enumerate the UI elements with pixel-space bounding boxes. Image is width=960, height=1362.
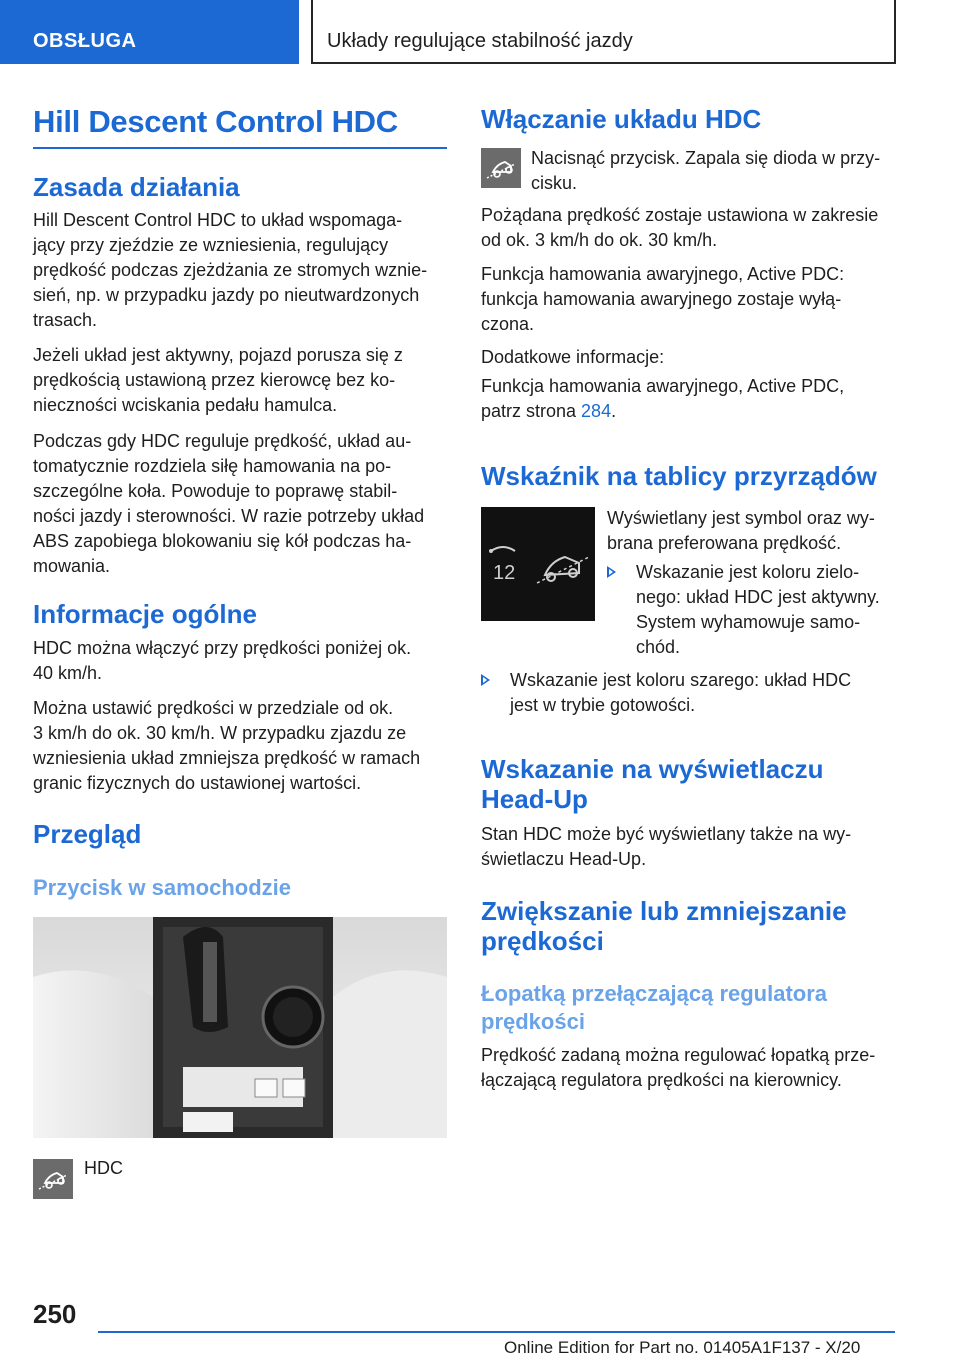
- overview-heading: Przegląd: [33, 819, 142, 849]
- principle-paragraph-3: Podczas gdy HDC reguluje prędkość, układ au- tomatycznie rozdziela siłę hamowania na po- szczególne koła. Powoduje to poprawę stabil- ności jazdy i sterowności. W razie potrzeby układ ABS zapobiega blokowaniu się kół podczas ha- mowania.: [33, 431, 425, 576]
- indicator-heading: Wskaźnik na tablicy przyrządów: [481, 461, 877, 491]
- instrument-cluster-symbol: [481, 507, 595, 621]
- principle-heading: Zasada działania: [33, 172, 240, 202]
- section-tab: [0, 0, 299, 64]
- page-title: Hill Descent Control HDC: [33, 104, 398, 139]
- general-paragraph-2: Można ustawić prędkości w przedziale od ok. 3 km/h do ok. 30 km/h. W przypadku zjazdu ze wzniesienia układ zmniejsza prędkość w ramach granic fizycznych do ustawionej wartości.: [33, 698, 421, 793]
- bullet-grey: Wskazanie jest koloru szarego: układ HDC jest w trybie gotowości.: [481, 668, 895, 718]
- enable-heading: Włączanie układu HDC: [481, 104, 762, 134]
- hdc-icon: [33, 1159, 73, 1199]
- hdc-caption: HDC: [84, 1158, 123, 1178]
- page-link-284[interactable]: 284: [581, 401, 612, 421]
- indicator-paragraph: Wyświetlany jest symbol oraz wy- brana preferowana prędkość.: [607, 508, 875, 553]
- bullet-triangle-icon: [481, 674, 490, 686]
- button-heading: Przycisk w samochodzie: [33, 875, 291, 900]
- title-rule: [33, 147, 447, 149]
- general-paragraph-1: HDC można włączyć przy prędkości poniżej ok. 40 km/h.: [33, 638, 412, 683]
- edition-note: Online Edition for Part no. 01405A1F137 - X/20: [504, 1338, 861, 1357]
- principle-paragraph-1: Hill Descent Control HDC to układ wspomaga- jący przy zjeździe ze wzniesienia, regulujący prędkość podczas zjeżdżania ze stromych wznie- sień, np. w przypadku jazdy po nieutwardzonych trasach.: [33, 210, 428, 330]
- section-title: OBSŁUGA: [33, 30, 137, 52]
- page-number: 250: [33, 1299, 77, 1329]
- principle-paragraph-2: Jeżeli układ jest aktywny, pojazd porusza się z prędkością ustawioną przez kierowcę bez ko- nieczności wciskania pedału hamulca.: [33, 345, 403, 415]
- chapter-header: [311, 0, 896, 64]
- footer-rule: [98, 1331, 895, 1333]
- enable-paragraph-1: Pożądana prędkość zostaje ustawiona w zakresie od ok. 3 km/h do ok. 30 km/h.: [481, 205, 879, 250]
- enable-paragraph-4: Funkcja hamowania awaryjnego, Active PDC, patrz strona 284.: [481, 376, 845, 421]
- enable-icon-text: Nacisnąć przycisk. Zapala się dioda w przy- cisku.: [531, 148, 881, 193]
- hud-paragraph: Stan HDC może być wyświetlany także na wy- świetlaczu Head-Up.: [481, 824, 852, 869]
- paddle-heading: Łopatką przełączającą regulatora prędkości: [481, 981, 828, 1034]
- hdc-button-icon: [481, 148, 521, 188]
- center-console-photo: [33, 917, 447, 1138]
- enable-paragraph-2: Funkcja hamowania awaryjnego, Active PDC: funkcja hamowania awaryjnego zostaje wyłą- czona.: [481, 264, 845, 334]
- cluster-speed: 12: [493, 562, 516, 584]
- chapter-title: Układy regulujące stabilność jazdy: [327, 30, 633, 52]
- bullet-green: Wskazanie jest koloru zielo- nego: układ HDC jest aktywny. System wyhamowuje samo- chód.: [607, 560, 895, 660]
- speed-heading: Zwiększanie lub zmniejszanie prędkości: [481, 896, 847, 956]
- bullet-triangle-icon: [607, 566, 616, 578]
- paddle-paragraph: Prędkość zadaną można regulować łopatką prze- łączającą regulatora prędkości na kierownicy.: [481, 1045, 876, 1090]
- general-heading: Informacje ogólne: [33, 599, 257, 629]
- hud-heading: Wskazanie na wyświetlaczu Head-Up: [481, 754, 824, 814]
- enable-paragraph-3: Dodatkowe informacje:: [481, 347, 665, 367]
